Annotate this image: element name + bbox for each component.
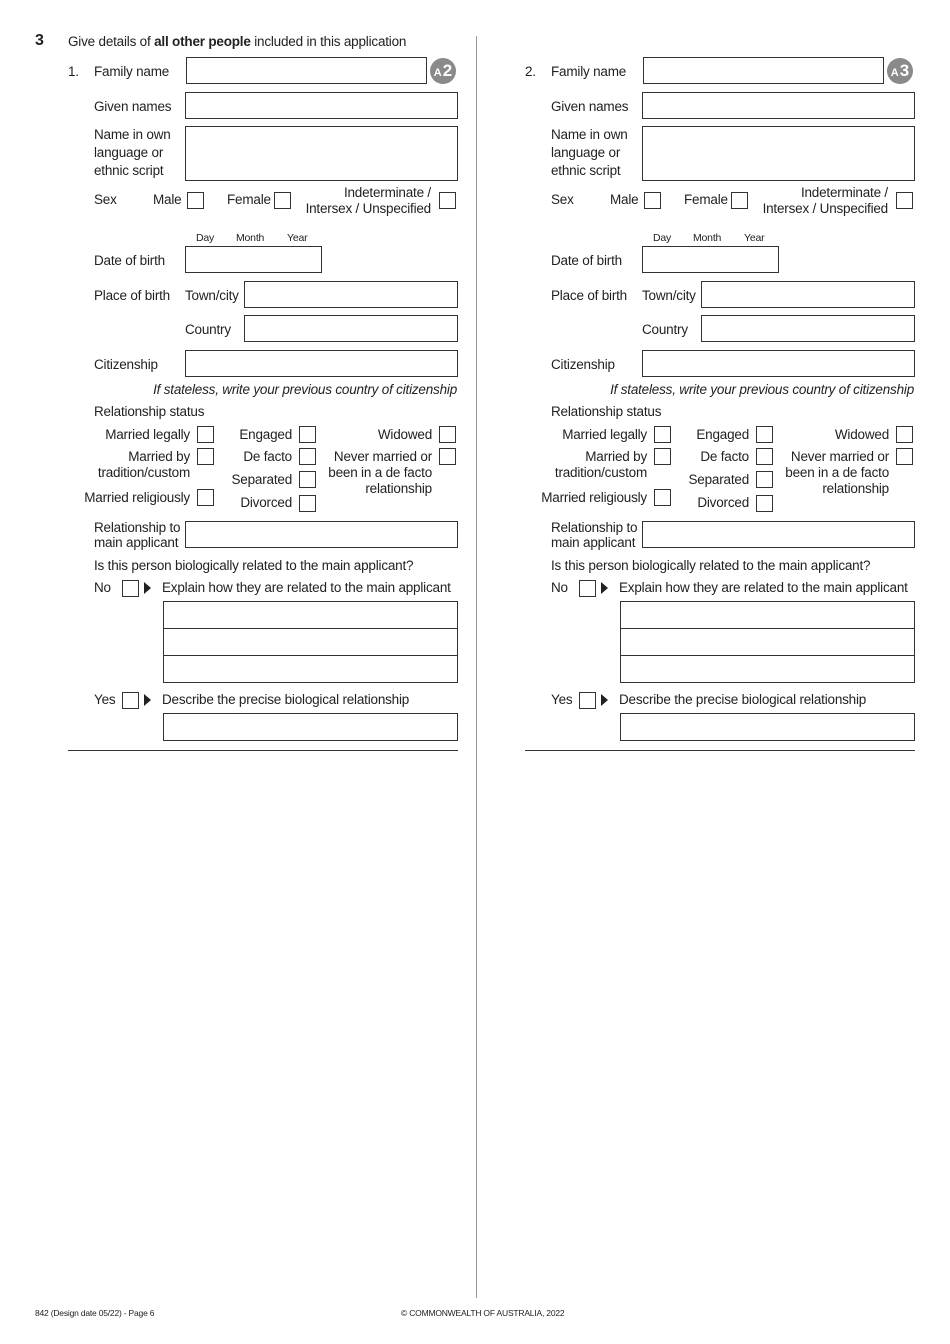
engaged-label: Engaged <box>696 427 749 442</box>
never-married-label-1: Never married or <box>790 449 889 464</box>
section-rule <box>68 750 458 751</box>
de-facto-label: De facto <box>243 449 292 464</box>
country-field[interactable] <box>701 315 915 342</box>
married-by-tradition-checkbox[interactable] <box>197 448 214 465</box>
dob-label: Date of birth <box>551 253 622 268</box>
divorced-checkbox[interactable] <box>299 495 316 512</box>
separated-label: Separated <box>688 472 749 487</box>
de-facto-checkbox[interactable] <box>756 448 773 465</box>
indeterminate-checkbox[interactable] <box>439 192 456 209</box>
engaged-checkbox[interactable] <box>756 426 773 443</box>
never-married-checkbox[interactable] <box>439 448 456 465</box>
name-own-language-field[interactable] <box>185 126 458 181</box>
country-label: Country <box>642 322 688 337</box>
yes-checkbox[interactable] <box>579 692 596 709</box>
indeterminate-label-2: Intersex / Unspecified <box>305 201 431 216</box>
never-married-label-1: Never married or <box>333 449 432 464</box>
describe-label: Describe the precise biological relationship <box>619 692 867 707</box>
no-label: No <box>94 580 111 595</box>
indeterminate-label-2: Intersex / Unspecified <box>762 201 888 216</box>
year-label: Year <box>744 232 765 244</box>
no-checkbox[interactable] <box>579 580 596 597</box>
relationship-to-main-field[interactable] <box>185 521 458 548</box>
footer-copyright: © COMMONWEALTH OF AUSTRALIA, 2022 <box>401 1308 565 1318</box>
town-city-label: Town/city <box>642 288 696 303</box>
describe-label: Describe the precise biological relationship <box>162 692 410 707</box>
day-label: Day <box>653 232 672 244</box>
bio-question: Is this person biologically related to the main applicant? <box>551 558 871 573</box>
name-own-label-1: Name in own <box>551 127 628 142</box>
yes-checkbox[interactable] <box>122 692 139 709</box>
separated-checkbox[interactable] <box>756 471 773 488</box>
form-badge: A 3 <box>887 58 913 84</box>
yes-label: Yes <box>551 692 573 707</box>
citizenship-label: Citizenship <box>551 357 615 372</box>
month-label: Month <box>693 232 722 244</box>
question-text: Give details of all other people included in this application <box>68 34 407 49</box>
describe-field[interactable] <box>163 713 458 741</box>
country-field[interactable] <box>244 315 458 342</box>
dob-field[interactable] <box>642 246 779 273</box>
sex-label: Sex <box>94 192 117 207</box>
family-name-label: Family name <box>94 64 170 79</box>
married-legally-label: Married legally <box>105 427 190 442</box>
section-rule <box>525 750 915 751</box>
person-number: 1. <box>68 64 79 79</box>
name-own-label-1: Name in own <box>94 127 171 142</box>
male-label: Male <box>610 192 639 207</box>
dob-label: Date of birth <box>94 253 165 268</box>
arrow-right-icon <box>144 694 151 706</box>
never-married-label-3: relationship <box>822 481 889 496</box>
arrow-right-icon <box>601 582 608 594</box>
arrow-right-icon <box>144 582 151 594</box>
female-checkbox[interactable] <box>731 192 748 209</box>
month-label: Month <box>236 232 265 244</box>
married-by-label-2: tradition/custom <box>97 465 190 480</box>
married-religiously-checkbox[interactable] <box>197 489 214 506</box>
de-facto-checkbox[interactable] <box>299 448 316 465</box>
de-facto-label: De facto <box>700 449 749 464</box>
explain-label: Explain how they are related to the main applicant <box>162 580 451 595</box>
engaged-label: Engaged <box>239 427 292 442</box>
family-name-label: Family name <box>551 64 627 79</box>
no-checkbox[interactable] <box>122 580 139 597</box>
town-city-field[interactable] <box>244 281 458 308</box>
arrow-right-icon <box>601 694 608 706</box>
married-legally-label: Married legally <box>562 427 647 442</box>
country-label: Country <box>185 322 231 337</box>
yes-label: Yes <box>94 692 116 707</box>
sex-label: Sex <box>551 192 574 207</box>
never-married-label-3: relationship <box>365 481 432 496</box>
married-by-label-2: tradition/custom <box>554 465 647 480</box>
never-married-label-2: been in a de facto <box>785 465 889 480</box>
explain-label: Explain how they are related to the main applicant <box>619 580 908 595</box>
relationship-status-label: Relationship status <box>551 404 662 419</box>
indeterminate-checkbox[interactable] <box>896 192 913 209</box>
indeterminate-label-1: Indeterminate / <box>800 185 888 200</box>
given-names-field[interactable] <box>185 92 458 119</box>
rel-main-label-2: main applicant <box>94 535 179 550</box>
rel-main-label-2: main applicant <box>551 535 636 550</box>
explain-field[interactable] <box>163 601 458 683</box>
year-label: Year <box>287 232 308 244</box>
married-religiously-label: Married religiously <box>84 490 190 505</box>
question-number: 3 <box>35 32 44 49</box>
married-religiously-checkbox[interactable] <box>654 489 671 506</box>
divorced-label: Divorced <box>240 495 292 510</box>
form-badge: A 2 <box>430 58 456 84</box>
married-by-label-1: Married by <box>585 449 647 464</box>
name-own-language-field[interactable] <box>642 126 915 181</box>
name-own-label-2: language or <box>551 145 621 160</box>
footer-page-info: 842 (Design date 05/22) - Page 6 <box>35 1308 155 1318</box>
married-by-label-1: Married by <box>128 449 190 464</box>
rel-main-label-1: Relationship to <box>94 520 181 535</box>
given-names-field[interactable] <box>642 92 915 119</box>
stateless-note: If stateless, write your previous country of citizenship <box>153 382 457 397</box>
engaged-checkbox[interactable] <box>299 426 316 443</box>
citizenship-label: Citizenship <box>94 357 158 372</box>
given-names-label: Given names <box>94 99 172 114</box>
relationship-status-label: Relationship status <box>94 404 205 419</box>
male-checkbox[interactable] <box>644 192 661 209</box>
describe-field[interactable] <box>620 713 915 741</box>
separated-checkbox[interactable] <box>299 471 316 488</box>
separated-label: Separated <box>231 472 292 487</box>
male-label: Male <box>153 192 182 207</box>
male-checkbox[interactable] <box>187 192 204 209</box>
female-checkbox[interactable] <box>274 192 291 209</box>
explain-field[interactable] <box>620 601 915 683</box>
dob-field[interactable] <box>185 246 322 273</box>
married-religiously-label: Married religiously <box>541 490 647 505</box>
no-label: No <box>551 580 568 595</box>
stateless-note: If stateless, write your previous country of citizenship <box>610 382 914 397</box>
town-city-field[interactable] <box>701 281 915 308</box>
divorced-label: Divorced <box>697 495 749 510</box>
town-city-label: Town/city <box>185 288 239 303</box>
family-name-field[interactable] <box>643 57 884 84</box>
place-of-birth-label: Place of birth <box>94 288 170 303</box>
relationship-to-main-field[interactable] <box>642 521 915 548</box>
indeterminate-label-1: Indeterminate / <box>343 185 431 200</box>
person-number: 2. <box>525 64 536 79</box>
widowed-checkbox[interactable] <box>439 426 456 443</box>
person-2-section <box>457 0 917 760</box>
citizenship-field[interactable] <box>185 350 458 377</box>
rel-main-label-1: Relationship to <box>551 520 638 535</box>
place-of-birth-label: Place of birth <box>551 288 627 303</box>
married-by-tradition-checkbox[interactable] <box>654 448 671 465</box>
day-label: Day <box>196 232 215 244</box>
never-married-checkbox[interactable] <box>896 448 913 465</box>
bio-question: Is this person biologically related to the main applicant? <box>94 558 414 573</box>
name-own-label-3: ethnic script <box>551 163 621 178</box>
name-own-label-3: ethnic script <box>94 163 164 178</box>
family-name-field[interactable] <box>186 57 427 84</box>
married-legally-checkbox[interactable] <box>197 426 214 443</box>
given-names-label: Given names <box>551 99 629 114</box>
widowed-checkbox[interactable] <box>896 426 913 443</box>
female-label: Female <box>684 192 728 207</box>
never-married-label-2: been in a de facto <box>328 465 432 480</box>
widowed-label: Widowed <box>377 427 432 442</box>
citizenship-field[interactable] <box>642 350 915 377</box>
female-label: Female <box>227 192 271 207</box>
name-own-label-2: language or <box>94 145 164 160</box>
divorced-checkbox[interactable] <box>756 495 773 512</box>
widowed-label: Widowed <box>834 427 889 442</box>
person-1-section <box>0 0 460 760</box>
married-legally-checkbox[interactable] <box>654 426 671 443</box>
